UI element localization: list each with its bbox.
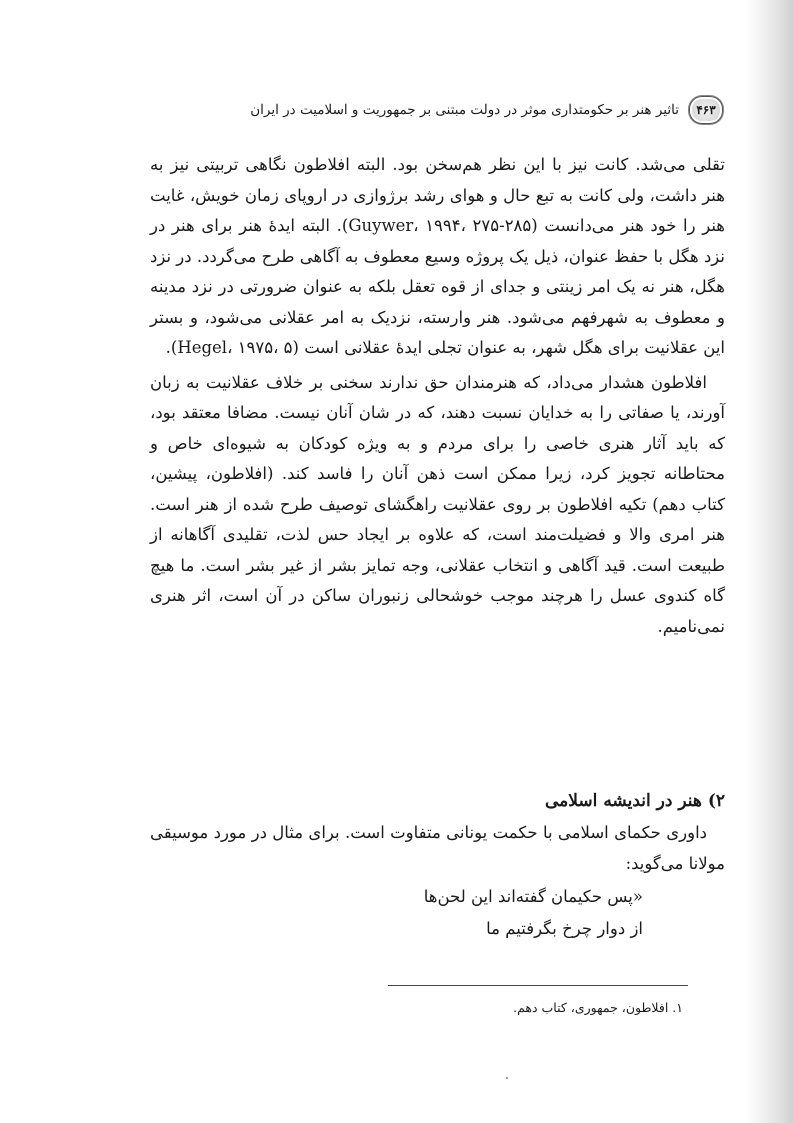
section-title: هنر در اندیشه اسلامی <box>545 791 702 811</box>
paragraph-2: افلاطون هشدار می‌داد، که هنرمندان حق ندارند سخنی بر خلاف عقلانیت به زبان آورند، یا صفاتی را به خدایان نسبت دهند، که در شان آنان نیست. مضافا معتقد بود، که باید آثار هنری خاصی را برای مردم و به ویژه کودکان به شیوه‌ای خاص و محتاطانه تجویز کرد، زیرا ممکن است ذهن آنان را فاسد کند. (افلاطون، پیشین، کتاب دهم) تکیه افلاطون بر روی عقلانیت راهگشای توصیف طرح شده از هنر است. هنر امری والا و فضیلت‌مند است، که علاوه بر ایجاد حس لذت، تقلیدی آگاهانه از طبیعت است. قید آگاهی و انتخاب عقلانی، وجه تمایز بشر از غیر بشر است. ما هیچ گاه کندوی عسل را هرچند موجب خوشحالی زنبوران ساکن در آن است، اثر هنری نمی‌نامیم. <box>150 372 725 636</box>
section-heading <box>150 786 725 816</box>
section-paragraph: داوری حکمای اسلامی با حکمت یونانی متفاوت است. برای مثال در مورد موسیقی مولانا می‌گوید: <box>150 823 725 873</box>
verse-line-2: از دوار چرخ بگرفتیم ما <box>486 919 643 938</box>
paragraph-1: تقلی می‌شد. کانت نیز با این نظر هم‌سخن بود. البته افلاطون نگاهی تربیتی نیز به هنر داشت، ولی کانت به تبع حال و هوای رشد برژوازی در اروپای زمان خویش، غایت هنر را خود هنر می‌دانست (Guywer، ۱۹۹۴، ۲۷۵-۲۸۵). البته ایدهٔ هنر برای هنر در نزد هگل با حفظ عنوان، ذیل یک پروژه وسیع معطوف به آگاهی طرح می‌گردد. در نزد هگل، هنر نه یک امر زینتی و جدای از قوه تعقل بلکه به عنوان ضرورتی در نزد مدینه و معطوف به شهرفهم می‌شود. هنر وارسته، نزدیک به امر عقلانی می‌شود، و بستر این عقلانیت برای هگل شهر، به عنوان تجلی ایدهٔ عقلانی است (Hegel، ۱۹۷۵، ۵). <box>150 155 726 357</box>
page-number: ۴۶۳ <box>696 103 716 117</box>
section-number: ۲) <box>707 791 725 811</box>
page-speck <box>506 1077 508 1079</box>
footnote-divider <box>388 985 688 986</box>
verse-line-1: «پس حکیمان گفته‌اند این لحن‌ها <box>423 887 643 906</box>
page-gutter-shadow <box>745 0 793 1123</box>
footnote: ۱. افلاطون، جمهوری، کتاب دهم. <box>513 1000 683 1015</box>
body-text <box>150 150 725 642</box>
page-header <box>150 96 723 124</box>
page-number-badge <box>689 96 723 124</box>
running-title: تاثیر هنر بر حکومتداری موثر در دولت مبتنی بر جمهوریت و اسلامیت در ایران <box>250 102 679 118</box>
